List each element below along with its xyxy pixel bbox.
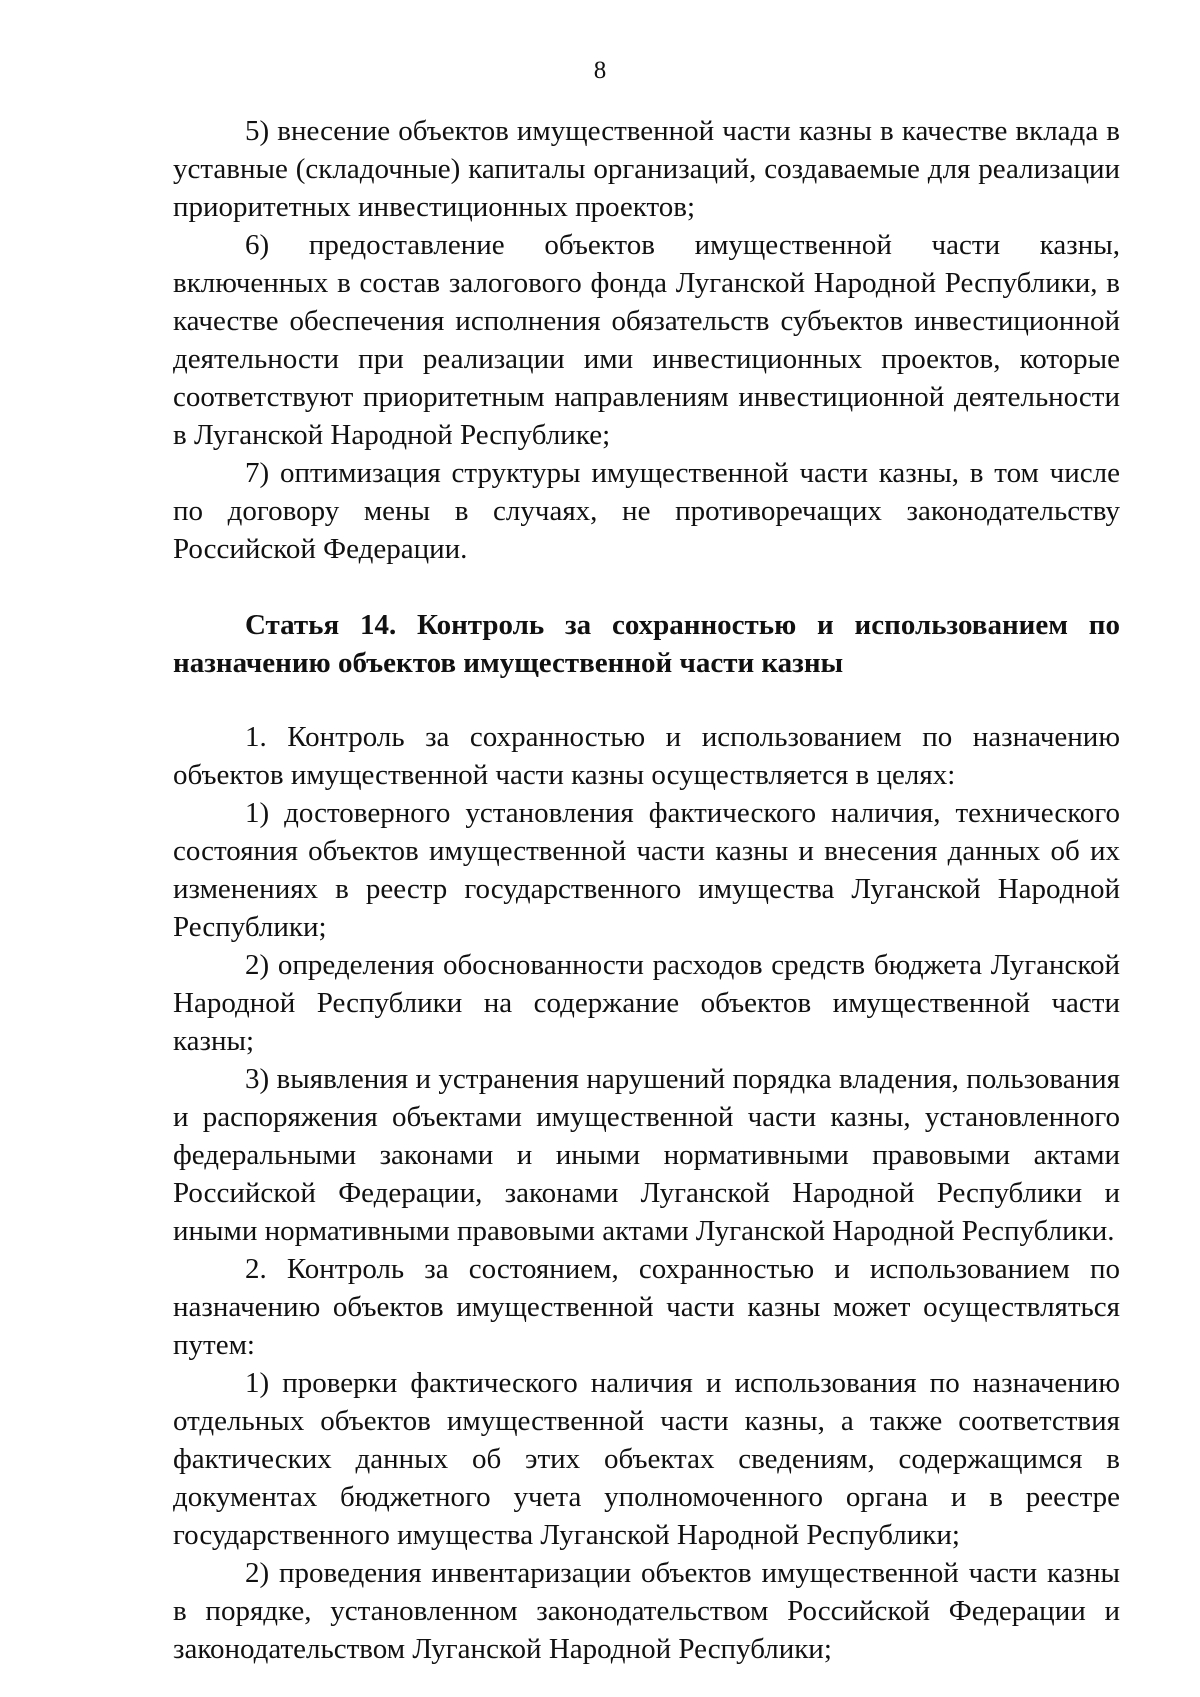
paragraph-item-5: 5) внесение объектов имущественной части казны в качестве вклада в уставные (складочные) капиталы организаций, создаваемые для реализации приоритетных инвестиционных проектов; [173, 115, 1120, 223]
paragraph-clause-2-item-1: 1) проверки фактического наличия и использования по назначению отдельных объектов имущественной части казны, а также соответствия фактических данных об этих объектах сведениям, содержащимся в документах бюджетного учета уполномоченного органа и в реестре государственного имущества Луганской Народной Республики; [173, 1367, 1120, 1551]
paragraph-clause-1: 1. Контроль за сохранностью и использованием по назначению объектов имущественной части казны осуществляется в целях: [173, 721, 1120, 791]
paragraph-clause-2-item-2: 2) проведения инвентаризации объектов имущественной части казны в порядке, установленном законодательством Российской Федерации и законодательством Луганской Народной Республики; [173, 1557, 1120, 1665]
paragraph-item-6: 6) предоставление объектов имущественной части казны, включенных в состав залогового фонда Луганской Народной Республики, в качестве обеспечения исполнения обязательств субъектов инвестиционной деятельности при реализации ими инвестиционных проектов, которые соответствуют приоритетным направлениям инвестиционной деятельности в Луганской Народной Республике; [173, 229, 1120, 451]
article-heading: Статья 14. Контроль за сохранностью и использованием по назначению объектов имущественной части казны [173, 609, 1120, 679]
document-body [173, 112, 1120, 1668]
paragraph-clause-1-item-1: 1) достоверного установления фактического наличия, технического состояния объектов имущественной части казны и внесения данных об их изменениях в реестр государственного имущества Луганской Народной Республики; [173, 797, 1120, 943]
paragraph-item-7: 7) оптимизация структуры имущественной части казны, в том числе по договору мены в случаях, не противоречащих законодательству Российской Федерации. [173, 457, 1120, 565]
paragraph-clause-1-item-3: 3) выявления и устранения нарушений порядка владения, пользования и распоряжения объектами имущественной части казны, установленного федеральными законами и иными нормативными правовыми актами Российской Федерации, законами Луганской Народной Республики и иными нормативными правовыми актами Луганской Народной Республики. [173, 1063, 1120, 1247]
page-number: 8 [593, 57, 607, 84]
paragraph-clause-2: 2. Контроль за состоянием, сохранностью и использованием по назначению объектов имущественной части казны может осуществляться путем: [173, 1253, 1120, 1361]
paragraph-clause-1-item-2: 2) определения обоснованности расходов средств бюджета Луганской Народной Республики на содержание объектов имущественной части казны; [173, 949, 1120, 1057]
